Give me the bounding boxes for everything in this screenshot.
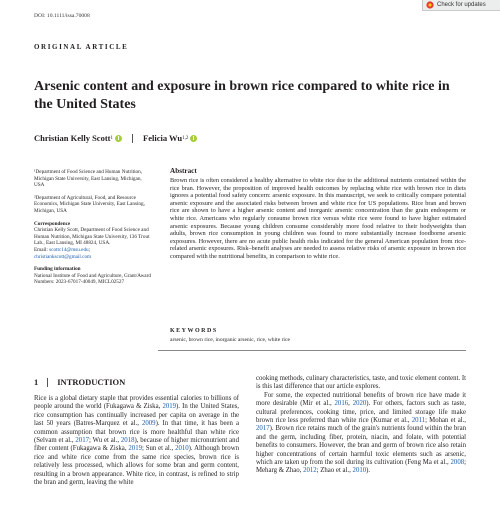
author-affiliation-marker: 1 — [110, 135, 113, 141]
keywords-list: arsenic, brown rice, inorganic arsenic, rice, white rice — [170, 337, 290, 343]
body-text: Rice is a global dietary staple that provides essential calories to billions of people around the world (Fukagawa & Ziska, — [34, 395, 239, 411]
citation-link[interactable]: 2019 — [162, 403, 177, 411]
body-text: ; Sun et al., — [141, 445, 176, 453]
citation-link[interactable]: 2012 — [303, 467, 317, 475]
email-prefix: Email: — [34, 246, 50, 253]
affiliation: ¹Department of Food Science and Human Nutrition, Michigan State University, East Lansing, Michigan, USA — [34, 169, 143, 189]
affiliation: ²Department of Agricultural, Food, and Resource Economics, Michigan State University, East Lansing, Michigan, USA — [34, 194, 145, 214]
citation-link[interactable]: 2008 — [450, 459, 465, 467]
heading-separator — [47, 378, 48, 387]
body-paragraph: cooking methods, culinary characteristics, taste, and toxic element content. It is this last difference that our article explores. — [256, 375, 466, 391]
section-divider — [158, 350, 466, 351]
article-type-label: ORIGINAL ARTICLE — [34, 43, 129, 51]
author-name[interactable]: Christian Kelly Scott — [34, 133, 111, 143]
doi[interactable]: DOI: 10.1111/issa.70008 — [34, 13, 90, 19]
body-column-right — [256, 375, 466, 476]
body-text: ), because of higher micronutrient and fiber content (Fukagawa & Ziska, — [34, 437, 239, 453]
orcid-icon[interactable] — [190, 135, 197, 142]
funding-text: National Institute of Food and Agriculture, Grant/Award Numbers: 2023-67017-40049, MICL02527 — [34, 272, 151, 286]
author-name[interactable]: Felicia Wu — [143, 133, 183, 143]
article-title: Arsenic content and exposure in brown rice compared to white rice in the United States — [34, 79, 450, 112]
article-info-column — [34, 169, 152, 292]
citation-link[interactable]: 2009 — [141, 420, 156, 428]
citation-link[interactable]: 2010 — [175, 445, 189, 453]
citation-link[interactable]: 2017 — [75, 437, 89, 445]
section-number: 1 — [34, 377, 39, 387]
body-text: ). Brown rice retains much of the grain's nutrients found within the bran and the germ, including fiber, protein, niacin, and folate, with potential benefits to consumers. However, the bran and germ of brown rice also retain higher concentrations of certain harmful toxic elements such as arsenic, which are taken up from the soil during its cultivation (Feng Ma et al., — [256, 425, 466, 467]
body-text: For some, the expected nutritional benefits of brown rice have made it more desirable (Mir et al., — [256, 391, 466, 408]
body-column-left — [34, 395, 239, 487]
correspondence-text: Christian Kelly Scott, Department of Food Science and Human Nutrition, Michigan State University, 136 Trout Lab., East Lansing, MI 48824, USA. — [34, 227, 150, 247]
body-text: ). Although brown rice and white rice come from the same rice species, brown rice is relatively less processed, which allows for some bran and germ content, resulting in a brown appearance. White rice, in contrast, is refined to strip the bran and germ, leaving the white — [34, 445, 240, 487]
email-link[interactable]: scottc14@msu.edu — [49, 246, 89, 253]
body-text: ). In the United States, rice consumption has continually increased per capita on average in the last 50 years (Batres-Marquez et al., — [34, 403, 239, 428]
email-link[interactable]: christiankscott@gmail.com — [34, 253, 92, 260]
citation-link[interactable]: 2017 — [256, 425, 270, 433]
section-title: INTRODUCTION — [57, 377, 126, 387]
body-text: ; Zhao et al., — [316, 467, 353, 475]
citation-link[interactable]: 2019 — [128, 445, 142, 453]
body-text: ; Wu et al., — [88, 437, 121, 445]
body-text: ; Meharg & Zhao, — [256, 459, 466, 475]
body-text: ). For others, factors such as taste, cultural preferences, cooking time, price, and limited storage life make brown rice less preferred than white rice (Kumar et al., — [256, 400, 466, 425]
citation-link[interactable]: 2010 — [352, 467, 367, 475]
keywords-heading: KEYWORDS — [170, 328, 218, 334]
check-for-updates-badge[interactable] — [422, 0, 500, 11]
author-separator — [132, 134, 133, 143]
correspondence-heading: Correspondence — [34, 220, 71, 227]
body-text: ). In that time, it has been a common assumption that brown rice is more healthful than white rice (Selvam et al., — [34, 420, 239, 445]
author-affiliation-marker: 1,2 — [182, 135, 189, 141]
abstract-heading: Abstract — [170, 167, 197, 175]
body-paragraph — [34, 395, 239, 487]
citation-link[interactable]: 2020 — [352, 400, 367, 408]
check-for-updates-label: Check for updates — [437, 2, 486, 8]
body-text: ; Mohan et al., — [425, 417, 466, 425]
correspondence-block: Correspondence Christian Kelly Scott, Department of Food Science and Human Nutrition, Michigan State University, 136 Trout Lab., East Lansing, MI 48824, USA. Email: scottc14@msu.edu; christiankscott@gmail.com — [34, 221, 152, 261]
funding-block — [34, 266, 152, 286]
funding-heading: Funding information — [34, 266, 81, 273]
crossmark-icon — [426, 1, 434, 9]
body-paragraph — [256, 392, 466, 476]
body-text: ). — [366, 467, 371, 475]
citation-link[interactable]: 2011 — [411, 417, 426, 425]
intro-heading — [34, 377, 125, 387]
abstract-text: Brown rice is often considered a healthy alternative to white rice due to the additional nutrients contained within the rice bran. However, the proposition of improved health outcomes by replacing white rice with brown rice in diets ignores a potential food safety concern: arsenic exposure. In this manuscript, we seek to critically compare potential arsenic exposure and the associated risks between brown and white rice for US populations. Rice bran and brown rice are shown to have a higher arsenic content and inorganic arsenic concentration than the grain endosperm or white rice. Americans who regularly consume brown rice versus white rice were found to have higher estimated arsenic exposures. Because young children consume considerably more food relative to their bodyweights than adults, brown rice consumption in young children was found to more substantially increase foodborne arsenic exposures. However, there are no acute public health risks indicated for the general American population from rice-related arsenic exposures. Risk–benefit analyses are needed to assess relative risks of arsenic exposure in brown rice compared with the nutritional benefits, in comparison to white rice. — [170, 177, 466, 260]
orcid-icon[interactable] — [115, 135, 122, 142]
body-text: , — [348, 400, 353, 408]
citation-link[interactable]: 2016 — [334, 400, 349, 408]
author-line — [34, 133, 197, 143]
citation-link[interactable]: 2018 — [120, 437, 135, 445]
